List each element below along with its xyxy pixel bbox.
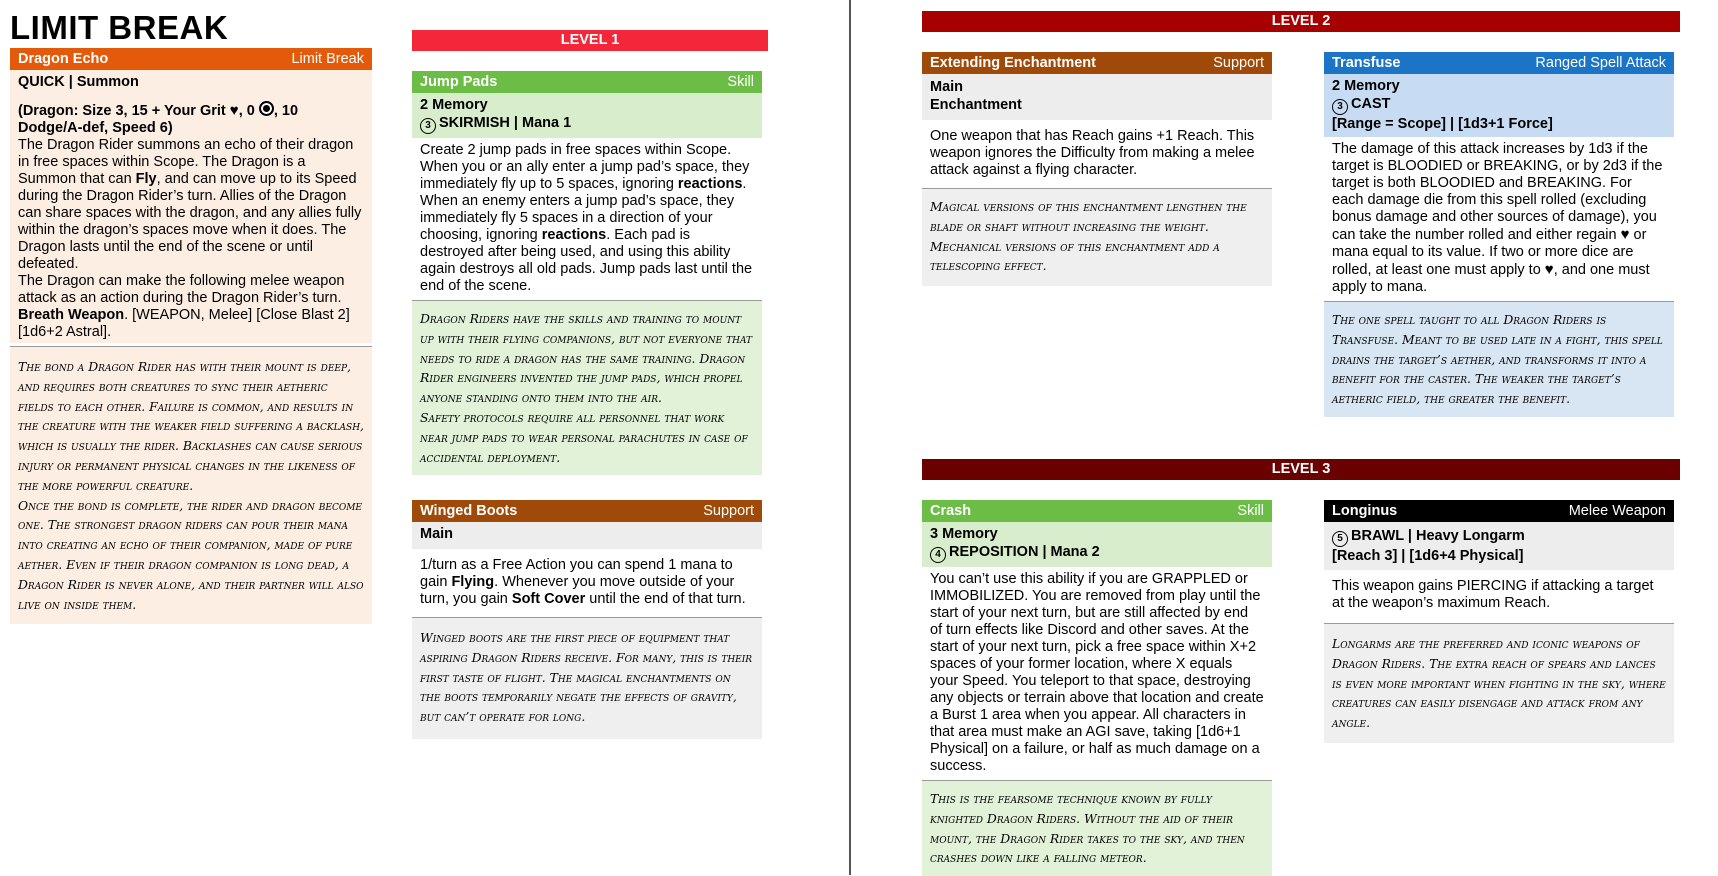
flavor-text: This is the fearsome technique known by fully knighted Dragon Riders. Without the aid of their mount, the Dragon Rider takes to the sky, and then crashes down like a falling meteor. <box>922 780 1272 876</box>
card-tag: Melee Weapon <box>1568 503 1666 519</box>
card-body: The damage of this attack increases by 1d3 if the target is BLOODIED or BREAKING, or by 2d3 if the target is both BLOODIED and BREAKING. For each damage die from this spell rolled (excluding bonus damage and other sources of damage), you can take the number rolled and either regain ♥ or mana equal to its value. If two or more dice are rolled, at least one must apply to ♥, and one must apply to mana. <box>1324 137 1674 298</box>
card-name: Jump Pads <box>420 74 498 90</box>
card-body: You can’t use this ability if you are GRAPPLED or IMMOBILIZED. You are removed from play until the start of your next turn, but are still affected by end of turn effects like Discord and other saves. At the start of your next turn, pick a free space within X+2 spaces of your former location, where X equals your Speed. You teleport to that space, destroying any objects or terrain above that location and create a Burst 1 area when you appear. All characters in that area must make an AGI save, taking [1d6+1 Physical] on a failure, or half as much damage on a success. <box>922 567 1272 777</box>
heart-icon: ♥ <box>1544 261 1554 278</box>
body-paragraph: The Dragon can make the following melee weapon attack as an action during the Dragon Rider’s turn. <box>18 273 345 306</box>
flavor-text: Magical versions of this enchantment lengthen the blade or shaft without increasing the weight. Mechanical versions of this enchantment add a telescoping effect. <box>922 188 1272 286</box>
flavor-text: Winged boots are the first piece of equipment that aspiring Dragon Riders receive. For many, this is their first taste of flight. The magical enchantments on the boots temporarily negate the effects of gravity, but can’t operate for long. <box>412 617 762 739</box>
body-paragraph: The Dragon Rider summons an echo of their dragon in free spaces within Scope. The Dragon is a Summon that can Fly, and can move up to its Speed during the Dragon Rider’s turn. Allies of the Dragon can share spaces with the dragon, and any allies fully within the dragon’s spaces move when it does. The Dragon lasts until the end of the scene or until defeated. <box>18 137 362 272</box>
card-body: 1/turn as a Free Action you can spend 1 mana to gain Flying. Whenever you move outside of your turn, you gain Soft Cover until the end of that turn. <box>412 549 762 614</box>
card-subheader: 3 Memory 4 REPOSITION | Mana 2 <box>922 522 1272 567</box>
card-tag: Skill <box>727 74 754 90</box>
body-paragraph: Breath Weapon. [WEAPON, Melee] [Close Blast 2] [1d6+2 Astral]. <box>18 307 350 340</box>
flavor-text: The bond a Dragon Rider has with their mount is deep, and requires both creatures to sync their aetheric fields to each other. Failure is common, and results in the creature with the weaker field suffering a backlash, which is usually the rider. Backlashes can cause serious injury or permanent physical changes in the likeness of the more powerful creature. Once the bond is complete, the rider and dragon become one. The strongest dragon riders can pour their mana into creating an echo of their companion, made of pure aether. Even if their dragon companion is long dead, a Dragon Rider is never alone, and their partner will also live on inside them. <box>10 346 372 624</box>
card-body: This weapon gains PIERCING if attacking a target at the weapon’s maximum Reach. <box>1324 570 1674 620</box>
card-body: Create 2 jump pads in free spaces within Scope. When you or an ally enter a jump pad’s space, they immediately fly up to 5 spaces, ignoring reactions. When an enemy enters a jump pad’s space, they immediately fly 5 spaces in a direction of your choosing, ignoring reactions. Each pad is destroyed after being used, and using this ability again destroys all old pads. Jump pads last until the end of the scene. <box>412 138 762 297</box>
level-3-bar: LEVEL 3 <box>922 459 1680 480</box>
card-jump-pads <box>412 71 762 475</box>
card-longinus <box>1324 500 1674 743</box>
card-header <box>922 500 1272 522</box>
card-transfuse <box>1324 52 1674 417</box>
card-header <box>10 48 372 70</box>
dragon-stats: (Dragon: Size 3, 15 + Your Grit ♥, 0 , 10 Dodge/A-def, Speed 6) <box>18 102 299 136</box>
armor-pip-icon <box>259 101 274 116</box>
card-body: One weapon that has Reach gains +1 Reach. This weapon ignores the Difficulty from making a melee attack against a flying character. <box>922 120 1272 185</box>
action-number-icon: 5 <box>1332 531 1348 547</box>
card-subheader: QUICK | Summon <box>10 70 372 97</box>
flavor-text: Longarms are the preferred and iconic weapons of Dragon Riders. The extra reach of spears and lances is even more important when fighting in the sky, where creatures can easily disengage and attack from any angle. <box>1324 623 1674 743</box>
level-1-bar: LEVEL 1 <box>412 30 768 51</box>
card-header <box>1324 52 1674 74</box>
card-tag: Support <box>1213 55 1264 71</box>
heart-icon: ♥ <box>229 102 239 119</box>
card-extending-enchantment <box>922 52 1272 286</box>
heart-icon: ♥ <box>1620 226 1630 243</box>
card-crash <box>922 500 1272 876</box>
action-number-icon: 3 <box>1332 99 1348 115</box>
card-subheader: Main <box>412 522 762 549</box>
card-body <box>10 97 372 343</box>
card-name: Dragon Echo <box>18 51 109 67</box>
card-header <box>1324 500 1674 522</box>
card-tag: Ranged Spell Attack <box>1535 55 1666 71</box>
card-subheader: 2 Memory 3 SKIRMISH | Mana 1 <box>412 93 762 138</box>
card-subheader: Main Enchantment <box>922 74 1272 120</box>
card-header <box>412 500 762 522</box>
flavor-text: The one spell taught to all Dragon Riders is Transfuse. Meant to be used late in a fight, this spell drains the target’s aether, and transforms it into a benefit for the caster. The weaker the target’s aetheric field, the greater the benefit. <box>1324 301 1674 417</box>
card-header <box>412 71 762 93</box>
card-name: Transfuse <box>1332 55 1401 71</box>
page-divider <box>849 0 851 875</box>
card-winged-boots <box>412 500 762 739</box>
card-subheader: 5 BRAWL | Heavy Longarm [Reach 3] | [1d6+4 Physical] <box>1324 522 1674 570</box>
card-dragon-echo <box>10 48 372 624</box>
action-number-icon: 4 <box>930 547 946 563</box>
card-name: Crash <box>930 503 972 519</box>
card-subheader: 2 Memory 3 CAST [Range = Scope] | [1d3+1 Force] <box>1324 74 1674 137</box>
level-2-bar: LEVEL 2 <box>922 11 1680 32</box>
card-tag: Skill <box>1237 503 1264 519</box>
card-name: Longinus <box>1332 503 1398 519</box>
action-number-icon: 3 <box>420 118 436 134</box>
card-header <box>922 52 1272 74</box>
card-tag: Limit Break <box>291 51 364 67</box>
page-title: LIMIT BREAK <box>10 9 229 46</box>
card-name: Winged Boots <box>420 503 518 519</box>
flavor-text: Dragon Riders have the skills and training to mount up with their flying companions, but not everyone that needs to ride a dragon has the same training. Dragon Rider engineers invented the jump pads, which propel anyone standing onto them into the air. Safety protocols require all personnel that work near jump pads to wear personal parachutes in case of accidental deployment. <box>412 300 762 475</box>
card-tag: Support <box>703 503 754 519</box>
card-name: Extending Enchantment <box>930 55 1096 71</box>
